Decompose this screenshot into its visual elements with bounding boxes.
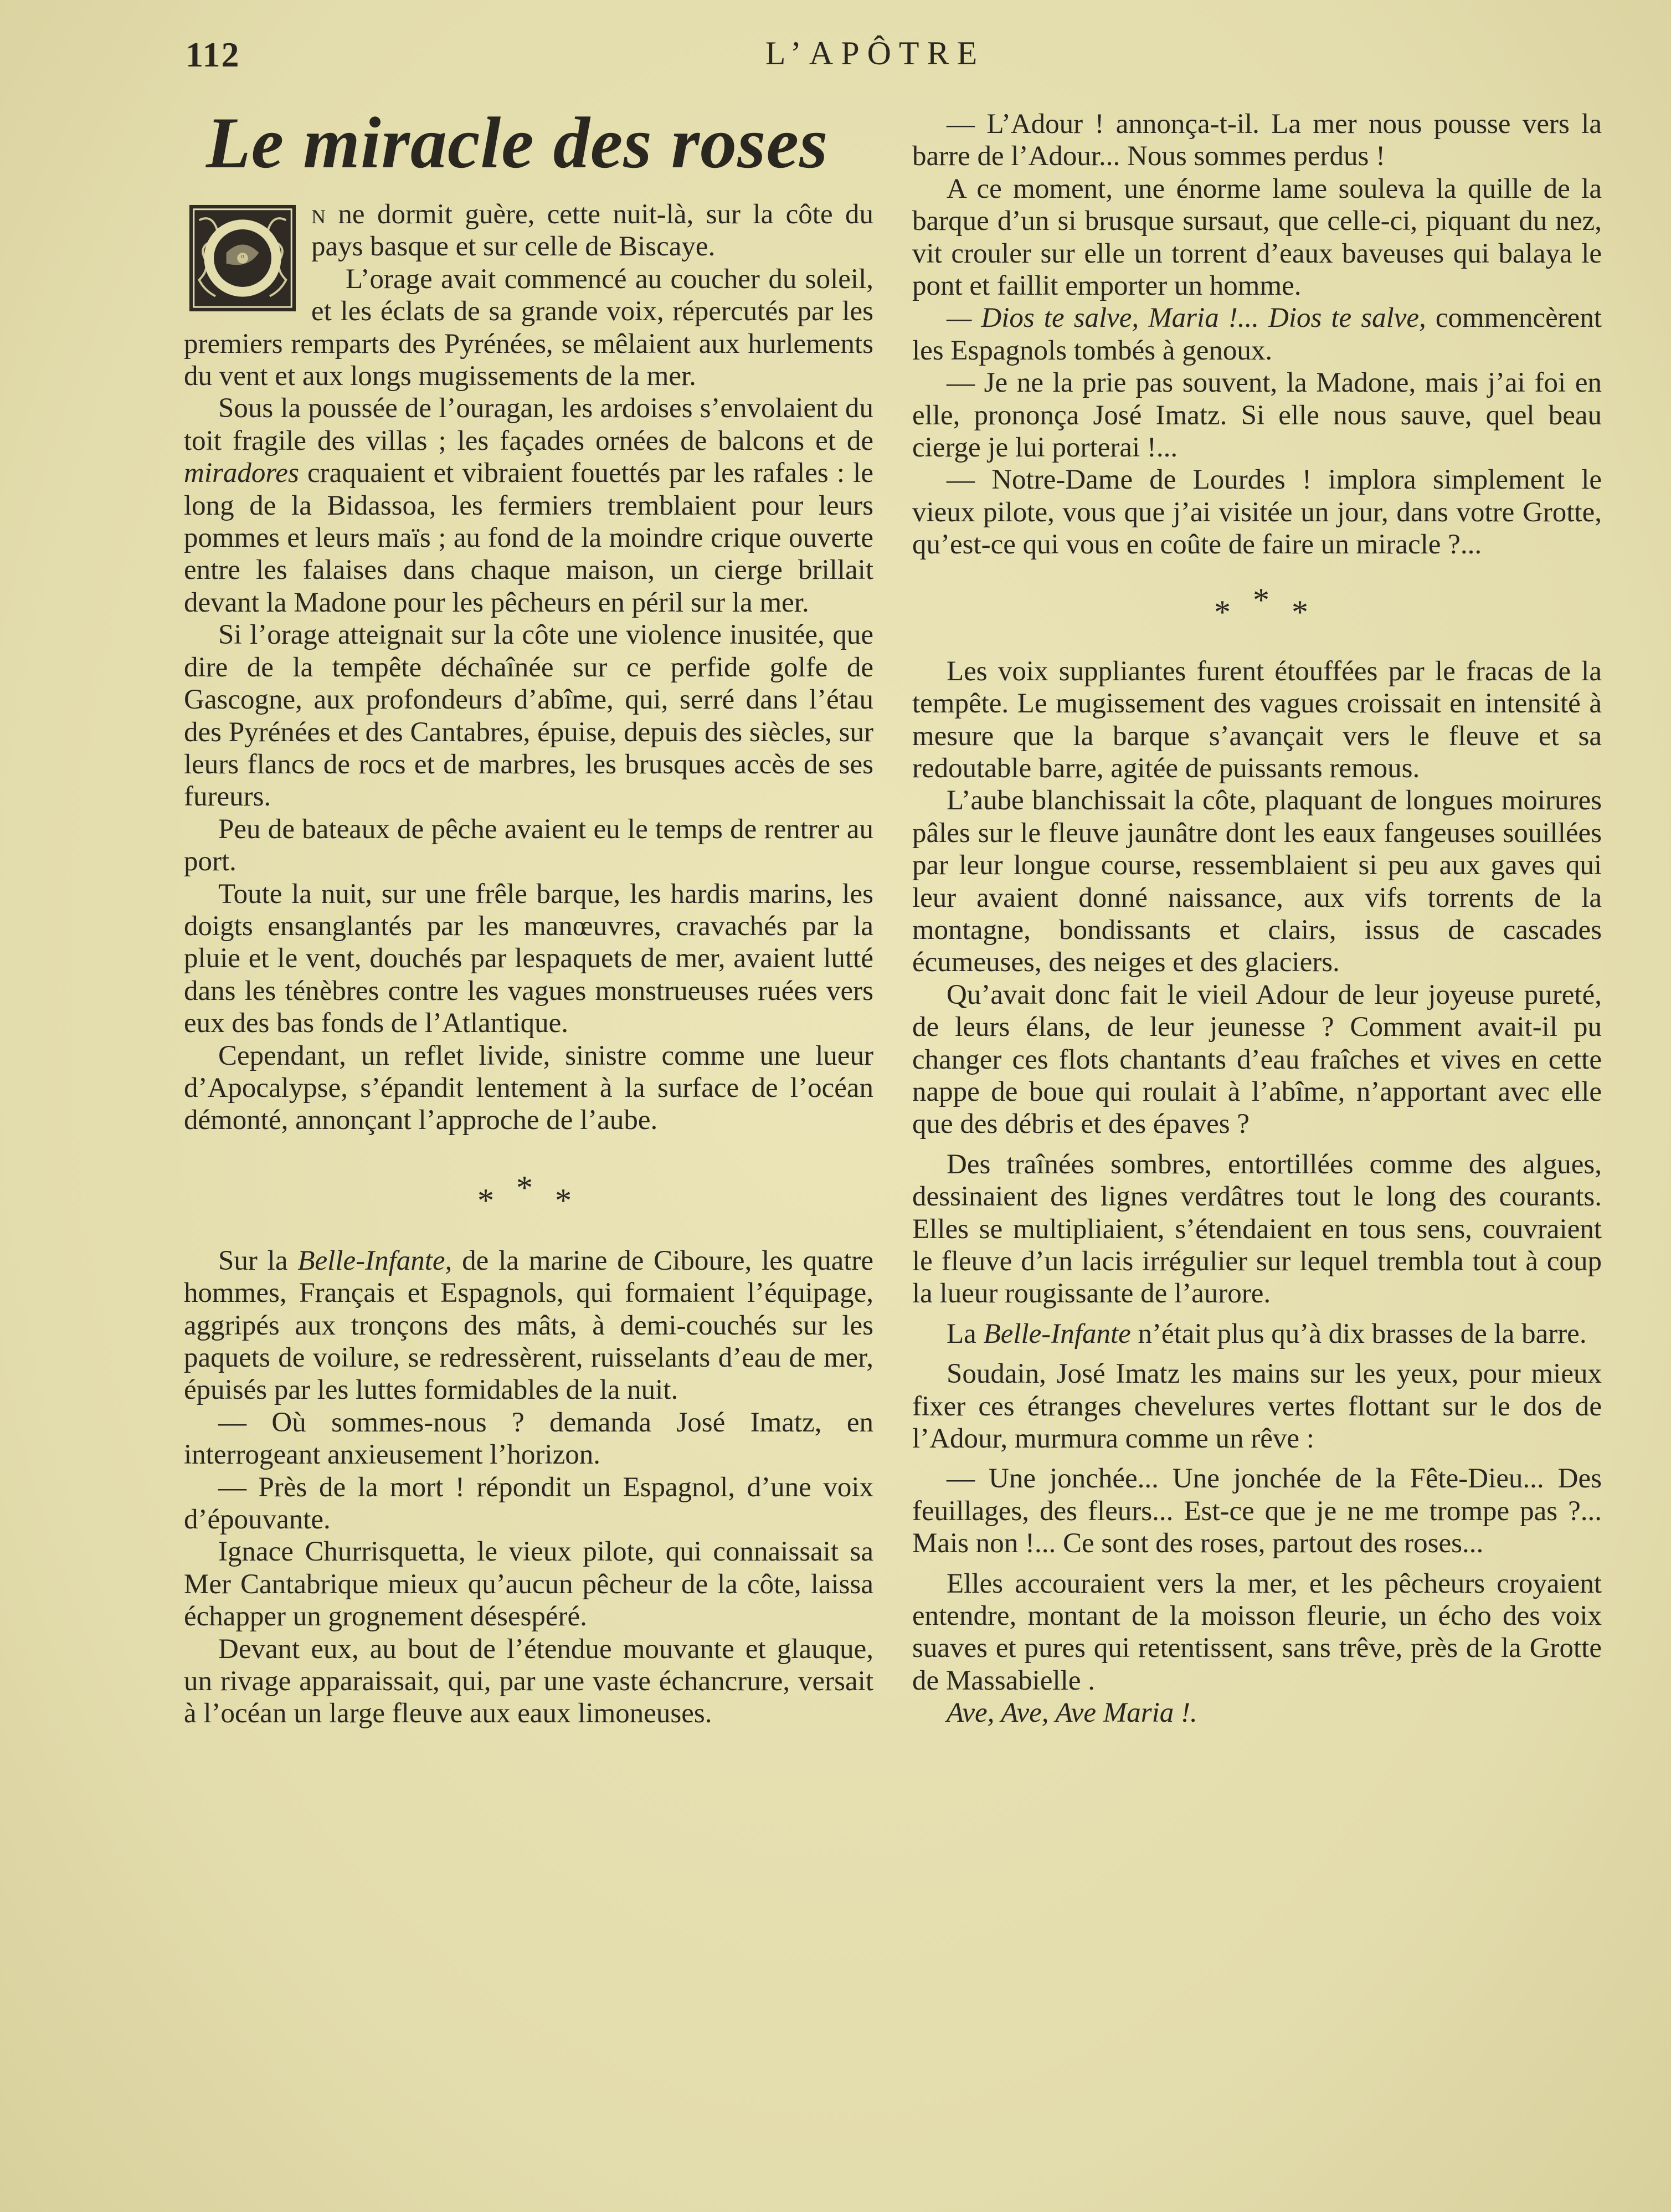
running-title: L’APÔTRE bbox=[765, 35, 985, 71]
paragraph: Toute la nuit, sur une frêle barque, les hardis marins, les doigts ensanglantés par les manœuvres, cravachés par la pluie et le vent, douchés par lespaquets de mer, avaient lutté dans les ténèbres contre les vagues monstrueuses ruées vers eux des bas fonds de l’Atlantique. bbox=[184, 878, 873, 1039]
paragraph: Soudain, José Imatz les mains sur les yeux, pour mieux fixer ces étranges chevelures vertes flottant sur le dos de l’Adour, murmura comme un rêve : bbox=[912, 1358, 1602, 1455]
paragraph: Qu’avait donc fait le vieil Adour de leur joyeuse pureté, de leurs élans, de leur jeunesse ? Comment avait-il pu changer ces flots chantants d’eau fraîches et vives en cette nappe de boue qui roulait à l’abîme, n’apportant avec elle que des débris et des épaves ? bbox=[912, 979, 1602, 1140]
separator-star: * bbox=[1292, 593, 1308, 630]
paragraph: La Belle-Infante n’était plus qu’à dix brasses de la barre. bbox=[947, 1318, 1587, 1349]
paragraph: Devant eux, au bout de l’étendue mouvante et glauque, un rivage apparaissait, qui, par une vaste échancrure, versait à l’océan un large fleuve aux eaux limoneuses. bbox=[184, 1633, 873, 1729]
separator-star: * bbox=[477, 1182, 494, 1219]
section-separator bbox=[912, 561, 1602, 655]
dialogue: — Près de la mort ! répondit un Espagnol, d’une voix d’épouvante. bbox=[184, 1471, 873, 1536]
ship-name: Belle-Infante bbox=[983, 1318, 1131, 1349]
closing-line: Ave, Ave, Ave Maria !. bbox=[947, 1697, 1197, 1729]
paragraph: L’aube blanchissait la côte, plaquant de longues moirures pâles sur le fleuve jaunâtre dont les eaux fangeuses souillées par leur longue course, ressemblaient si peu aux gaves qui leur avaient donné naissance, aux vifs torrents de la montagne, bondissants et clairs, issus de cascades écumeuses, des neiges et des glaciers. bbox=[912, 785, 1602, 978]
dialogue: — Notre-Dame de Lourdes ! implora simplement le vieux pilote, vous que j’ai visitée un jour, dans votre Grotte, qu’est-ce qui vous en coûte de faire un miracle ?... bbox=[912, 464, 1602, 561]
paragraph: Cependant, un reflet livide, sinistre comme une lueur d’Apocalypse, s’épandit lentement à la surface de l’océan démonté, annonçant l’approche de l’aube. bbox=[184, 1040, 873, 1136]
separator-star: * bbox=[1214, 593, 1231, 630]
separator-star: * bbox=[555, 1182, 572, 1219]
paragraph: Des traînées sombres, entortillées comme des algues, dessinaient des lignes verdâtres tout le long des courants. Elles se multipliaient, s’étendaient en tous sens, couvraient le fleuve d’un lacis irrégulier sur lequel trembla tout à coup la lueur rougissante de l’aurore. bbox=[912, 1148, 1602, 1310]
section-separator bbox=[184, 1137, 873, 1245]
opening-paragraph bbox=[184, 198, 873, 263]
paragraph: Sur la Belle-Infante, de la marine de Ciboure, les quatre hommes, Français et Espagnols, qui formaient l’équipage, aggripés aux tronçons des mâts, à demi-couchés sur les paquets de voilure, se redressèrent, ruisselants d’eau de mer, épuisés par les luttes formidables de la nuit. bbox=[184, 1245, 874, 1406]
dialogue: — Je ne la prie pas souvent, la Madone, mais j’ai foi en elle, prononça José Imatz. Si elle nous sauve, quel beau cierge je lui porterai !... bbox=[912, 367, 1602, 464]
svg-text:O: O bbox=[241, 254, 244, 259]
paragraph: Elles accouraient vers la mer, et les pêcheurs croyaient entendre, montant de la moisson fleurie, un écho des voix suaves et pures qui retentissent, sans trêve, près de la Grotte de Massabielle . bbox=[912, 1568, 1602, 1696]
ornate-dropcap-icon bbox=[188, 204, 297, 312]
paragraph: Les voix suppliantes furent étouffées par le fracas de la tempête. Le mugissement des vagues croissait en intensité à mesure que la barque s’avançait vers le fleuve et sa redoutable barre, agitée de puissants remous. bbox=[912, 655, 1602, 784]
page-number: 112 bbox=[186, 35, 240, 74]
paragraph: Sous la poussée de l’ouragan, les ardoises s’envolaient du toit fragile des villas ; les façades ornées de balcons et de miradores craquaient et vibraient fouettés par les rafales : le long de la Bidassoa, les fermiers tremblaient pour leurs pommes et leurs maïs ; au fond de la moindre crique ouverte entre les falaises dans chaque maison, un cierge brillait devant la Madone pour les pêcheurs en péril sur la mer. bbox=[184, 393, 873, 618]
separator-star: * bbox=[516, 1169, 533, 1206]
article-title: Le miracle des roses bbox=[206, 102, 829, 183]
italic-prayer: — Dios te salve, Maria !... Dios te salve, bbox=[947, 302, 1426, 334]
paragraph: Si l’orage atteignait sur la côte une violence inusitée, que dire de la tempête déchaînée sur ce perfide golfe de Gascogne, aux profondeurs d’abîme, qui, serré dans l’étau des Pyrénées et des Cantabres, épuise, depuis des siècles, sur leurs flancs de rocs et de marbres, les brusques accès de ses fureurs. bbox=[184, 619, 873, 813]
right-column bbox=[912, 108, 1602, 1729]
ship-name: Belle-Infante, bbox=[297, 1245, 453, 1276]
dialogue: — L’Adour ! annonça-t-il. La mer nous pousse vers la barre de l’Adour... Nous sommes perdus ! bbox=[912, 109, 1602, 172]
paragraph: Ignace Churrisquetta, le vieux pilote, qui connaissait sa Mer Cantabrique mieux qu’aucun pêcheur de la côte, laissa échapper un grognement désespéré. bbox=[184, 1536, 873, 1633]
paragraph: A ce moment, une énorme lame souleva la quille de la barque d’un si brusque sursaut, que celle-ci, piquant du nez, vit crouler sur elle un torrent d’eaux baveuses qui balaya le pont et faillit emporter un homme. bbox=[912, 173, 1602, 302]
paragraph: L’orage avait commencé au coucher du soleil, et les éclats de sa grande voix, répercutés par les premiers remparts des Pyrénées, se mêlaient aux hurlements du vent et aux longs mugissements de la mer. bbox=[184, 263, 873, 392]
dialogue: — Une jonchée... Une jonchée de la Fête-Dieu... Des feuillages, des fleurs... Est-ce que je ne me trompe pas ?... Mais non !... Ce sont des roses, partout des roses... bbox=[912, 1463, 1602, 1559]
opening-dropcap-rest: n bbox=[311, 199, 326, 230]
dialogue: — Dios te salve, Maria !... Dios te salve, commencèrent les Espagnols tombés à genoux. bbox=[912, 302, 1602, 366]
separator-star: * bbox=[1253, 581, 1269, 618]
left-column bbox=[184, 198, 873, 1730]
opening-text: ne dormit guère, cette nuit-là, sur la côte du pays basque et sur celle de Biscaye. bbox=[311, 199, 873, 263]
italic-word: miradores bbox=[184, 458, 299, 489]
dialogue: — Où sommes-nous ? demanda José Imatz, en interrogeant anxieusement l’horizon. bbox=[184, 1407, 873, 1471]
paragraph: Peu de bateaux de pêche avaient eu le temps de rentrer au port. bbox=[184, 813, 873, 877]
